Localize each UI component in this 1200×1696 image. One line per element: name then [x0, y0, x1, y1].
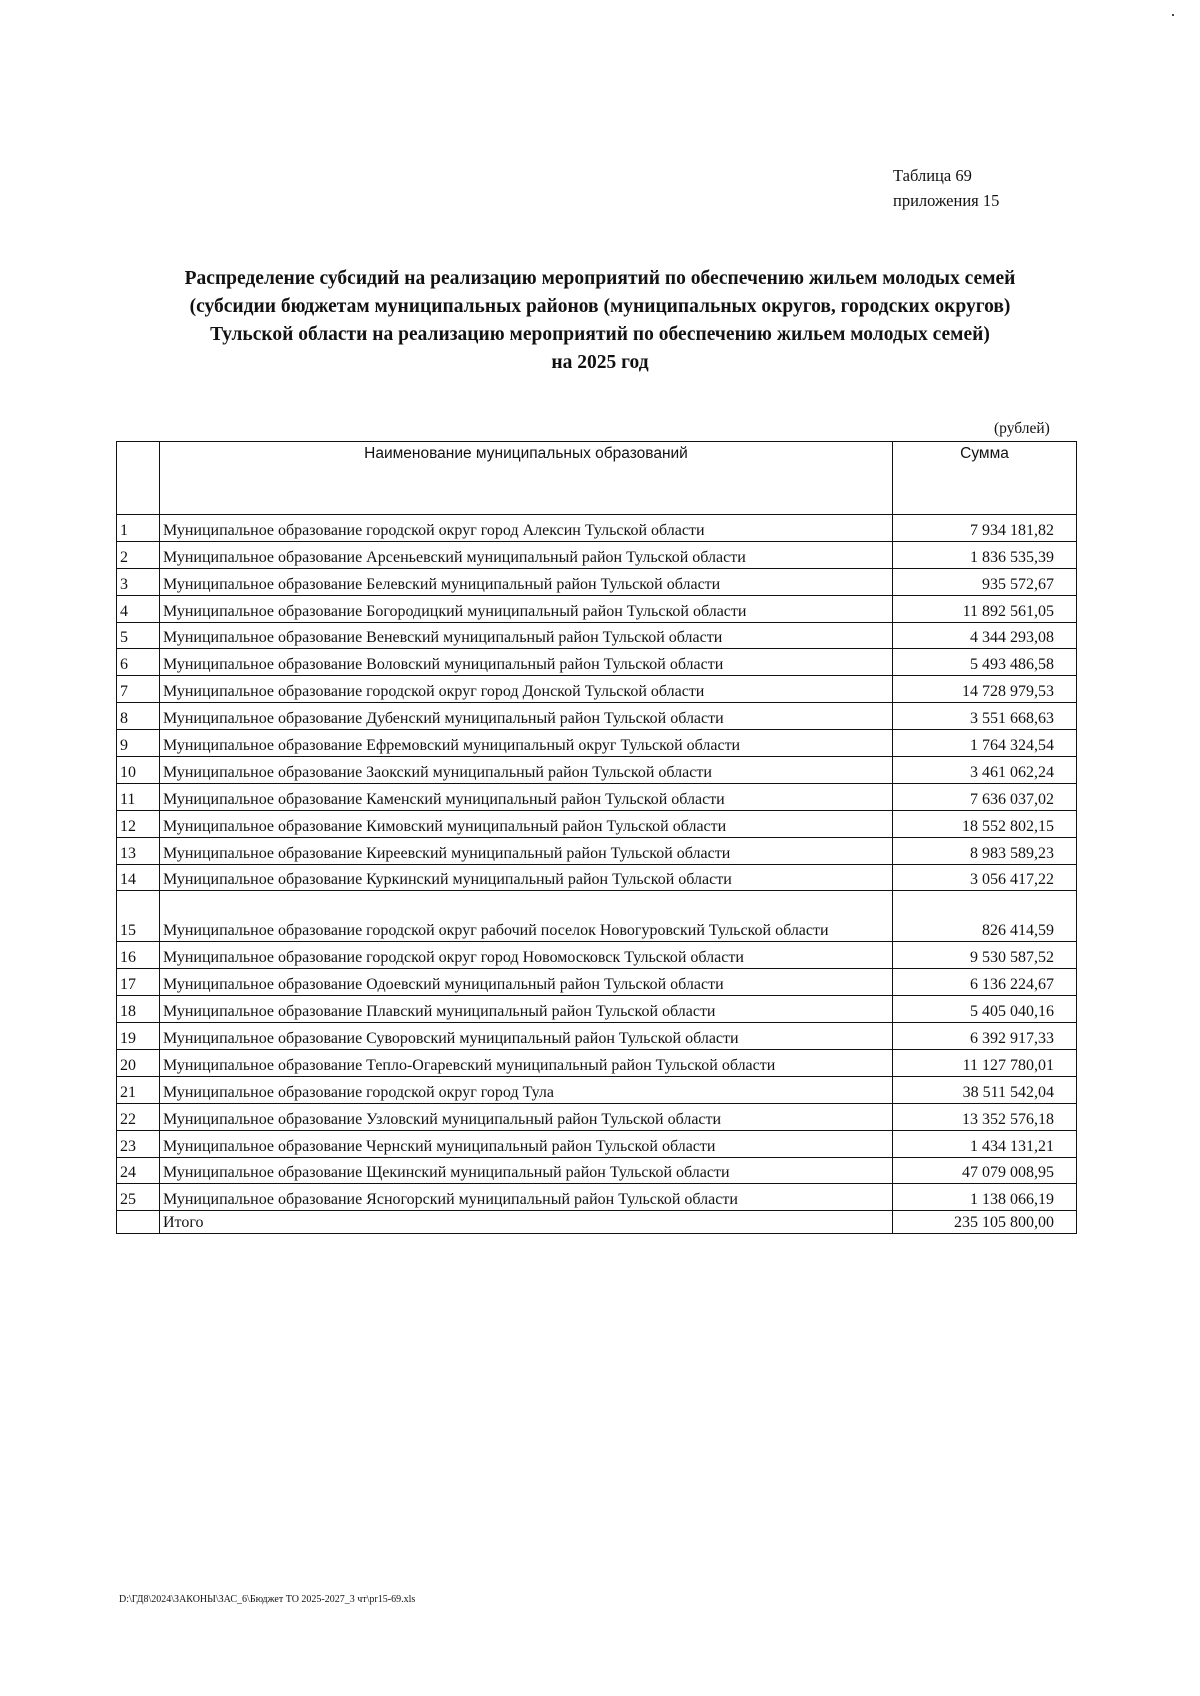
table-row [117, 622, 1077, 649]
row-sum-cell: 9 530 587,52 [893, 942, 1077, 969]
row-name-cell: Муниципальное образование Ясногорский муниципальный район Тульской области [160, 1184, 893, 1211]
row-sum-cell: 47 079 008,95 [893, 1157, 1077, 1184]
row-name-cell: Муниципальное образование Тепло-Огаревский муниципальный район Тульской области [160, 1050, 893, 1077]
row-number-cell: 17 [117, 969, 160, 996]
row-number-cell: 23 [117, 1130, 160, 1157]
title-line-4: на 2025 год [551, 352, 649, 373]
row-name-cell: Муниципальное образование Арсеньевский муниципальный район Тульской области [160, 541, 893, 568]
row-name-cell: Муниципальное образование Дубенский муниципальный район Тульской области [160, 703, 893, 730]
table-row [117, 703, 1077, 730]
row-sum-cell: 1 836 535,39 [893, 541, 1077, 568]
row-name-cell: Муниципальное образование городской округ город Новомосковск Тульской области [160, 942, 893, 969]
row-sum-cell: 1 764 324,54 [893, 730, 1077, 757]
row-sum-cell: 7 934 181,82 [893, 515, 1077, 542]
row-sum-cell: 11 892 561,05 [893, 595, 1077, 622]
table-row [117, 649, 1077, 676]
total-num-cell [117, 1211, 160, 1234]
row-number-cell: 16 [117, 942, 160, 969]
row-number-cell: 19 [117, 1023, 160, 1050]
row-number-cell: 11 [117, 783, 160, 810]
row-sum-cell: 3 551 668,63 [893, 703, 1077, 730]
table-row [117, 595, 1077, 622]
row-name-cell: Муниципальное образование Воловский муниципальный район Тульской области [160, 649, 893, 676]
row-number-cell: 20 [117, 1050, 160, 1077]
table-row [117, 783, 1077, 810]
row-number-cell: 3 [117, 568, 160, 595]
row-name-cell: Муниципальное образование Каменский муниципальный район Тульской области [160, 783, 893, 810]
row-sum-cell: 6 392 917,33 [893, 1023, 1077, 1050]
row-sum-cell: 14 728 979,53 [893, 676, 1077, 703]
row-name-cell: Муниципальное образование Куркинский муниципальный район Тульской области [160, 864, 893, 891]
row-name-cell: Муниципальное образование Щекинский муниципальный район Тульской области [160, 1157, 893, 1184]
row-name-cell: Муниципальное образование городской округ город Тула [160, 1076, 893, 1103]
row-number-cell: 9 [117, 730, 160, 757]
row-sum-cell: 13 352 576,18 [893, 1103, 1077, 1130]
row-name-cell: Муниципальное образование Богородицкий муниципальный район Тульской области [160, 595, 893, 622]
title-line-2: (субсидии бюджетам муниципальных районов (муниципальных округов, городских округов) [189, 296, 1011, 317]
row-name-cell: Муниципальное образование Веневский муниципальный район Тульской области [160, 622, 893, 649]
row-sum-cell: 3 056 417,22 [893, 864, 1077, 891]
row-number-cell: 15 [117, 891, 160, 942]
appendix-number: приложения 15 [893, 191, 1000, 210]
row-number-cell: 4 [117, 595, 160, 622]
file-path-footer: D:\ГД8\2024\ЗАКОНЫ\ЗАС_6\Бюджет ТО 2025-2027_3 чт\pr15-69.xls [119, 1594, 416, 1605]
row-sum-cell: 6 136 224,67 [893, 969, 1077, 996]
row-name-cell: Муниципальное образование Суворовский муниципальный район Тульской области [160, 1023, 893, 1050]
row-name-cell: Муниципальное образование Киреевский муниципальный район Тульской области [160, 837, 893, 864]
row-number-cell: 22 [117, 1103, 160, 1130]
row-name-cell: Муниципальное образование Одоевский муниципальный район Тульской области [160, 969, 893, 996]
table-row [117, 1157, 1077, 1184]
row-name-cell: Муниципальное образование Заокский муниципальный район Тульской области [160, 757, 893, 784]
row-sum-cell: 1 434 131,21 [893, 1130, 1077, 1157]
table-row [117, 541, 1077, 568]
row-sum-cell: 826 414,59 [893, 891, 1077, 942]
row-name-cell: Муниципальное образование городской округ рабочий поселок Новогуровский Тульской области [160, 891, 893, 942]
row-number-cell: 1 [117, 515, 160, 542]
document-title [100, 265, 1100, 377]
total-sum-cell: 235 105 800,00 [893, 1211, 1077, 1234]
total-row [117, 1211, 1077, 1234]
row-name-cell: Муниципальное образование Узловский муниципальный район Тульской области [160, 1103, 893, 1130]
table-row [117, 837, 1077, 864]
row-name-cell: Муниципальное образование Плавский муниципальный район Тульской области [160, 996, 893, 1023]
scan-speck [1172, 14, 1174, 16]
row-number-cell: 24 [117, 1157, 160, 1184]
row-sum-cell: 3 461 062,24 [893, 757, 1077, 784]
table-row [117, 1130, 1077, 1157]
subsidy-table-body [117, 442, 1077, 1234]
table-row [117, 996, 1077, 1023]
table-row [117, 1103, 1077, 1130]
header-num-cell [117, 442, 160, 515]
table-row [117, 568, 1077, 595]
table-row [117, 1050, 1077, 1077]
row-sum-cell: 1 138 066,19 [893, 1184, 1077, 1211]
table-number: Таблица 69 [893, 166, 972, 185]
table-row [117, 969, 1077, 996]
table-row [117, 676, 1077, 703]
row-number-cell: 21 [117, 1076, 160, 1103]
row-sum-cell: 935 572,67 [893, 568, 1077, 595]
table-row [117, 1184, 1077, 1211]
row-sum-cell: 5 493 486,58 [893, 649, 1077, 676]
row-number-cell: 14 [117, 864, 160, 891]
table-row [117, 1076, 1077, 1103]
table-row [117, 942, 1077, 969]
row-number-cell: 18 [117, 996, 160, 1023]
row-name-cell: Муниципальное образование городской округ город Алексин Тульской области [160, 515, 893, 542]
row-sum-cell: 8 983 589,23 [893, 837, 1077, 864]
row-sum-cell: 4 344 293,08 [893, 622, 1077, 649]
title-line-3: Тульской области на реализацию мероприятий по обеспечению жильем молодых семей) [210, 324, 990, 345]
title-line-1: Распределение субсидий на реализацию мероприятий по обеспечению жильем молодых семей [184, 268, 1016, 289]
row-sum-cell: 5 405 040,16 [893, 996, 1077, 1023]
table-header-row [117, 442, 1077, 515]
row-sum-cell: 11 127 780,01 [893, 1050, 1077, 1077]
row-number-cell: 7 [117, 676, 160, 703]
header-name-cell: Наименование муниципальных образований [160, 442, 893, 515]
row-number-cell: 6 [117, 649, 160, 676]
row-number-cell: 25 [117, 1184, 160, 1211]
row-name-cell: Муниципальное образование городской округ город Донской Тульской области [160, 676, 893, 703]
row-sum-cell: 7 636 037,02 [893, 783, 1077, 810]
row-number-cell: 2 [117, 541, 160, 568]
table-row [117, 810, 1077, 837]
table-row [117, 891, 1077, 942]
row-number-cell: 5 [117, 622, 160, 649]
table-reference [893, 163, 999, 213]
table-row [117, 1023, 1077, 1050]
row-sum-cell: 18 552 802,15 [893, 810, 1077, 837]
table-row [117, 864, 1077, 891]
row-sum-cell: 38 511 542,04 [893, 1076, 1077, 1103]
total-label-cell: Итого [160, 1211, 893, 1234]
header-sum-cell: Сумма [893, 442, 1077, 515]
row-number-cell: 8 [117, 703, 160, 730]
row-number-cell: 13 [117, 837, 160, 864]
row-name-cell: Муниципальное образование Ефремовский муниципальный округ Тульской области [160, 730, 893, 757]
row-name-cell: Муниципальное образование Кимовский муниципальный район Тульской области [160, 810, 893, 837]
table-row [117, 757, 1077, 784]
table-row [117, 730, 1077, 757]
units-label: (рублей) [994, 420, 1050, 437]
subsidy-table [116, 441, 1077, 1234]
row-number-cell: 12 [117, 810, 160, 837]
table-row [117, 515, 1077, 542]
row-name-cell: Муниципальное образование Чернский муниципальный район Тульской области [160, 1130, 893, 1157]
row-name-cell: Муниципальное образование Белевский муниципальный район Тульской области [160, 568, 893, 595]
row-number-cell: 10 [117, 757, 160, 784]
